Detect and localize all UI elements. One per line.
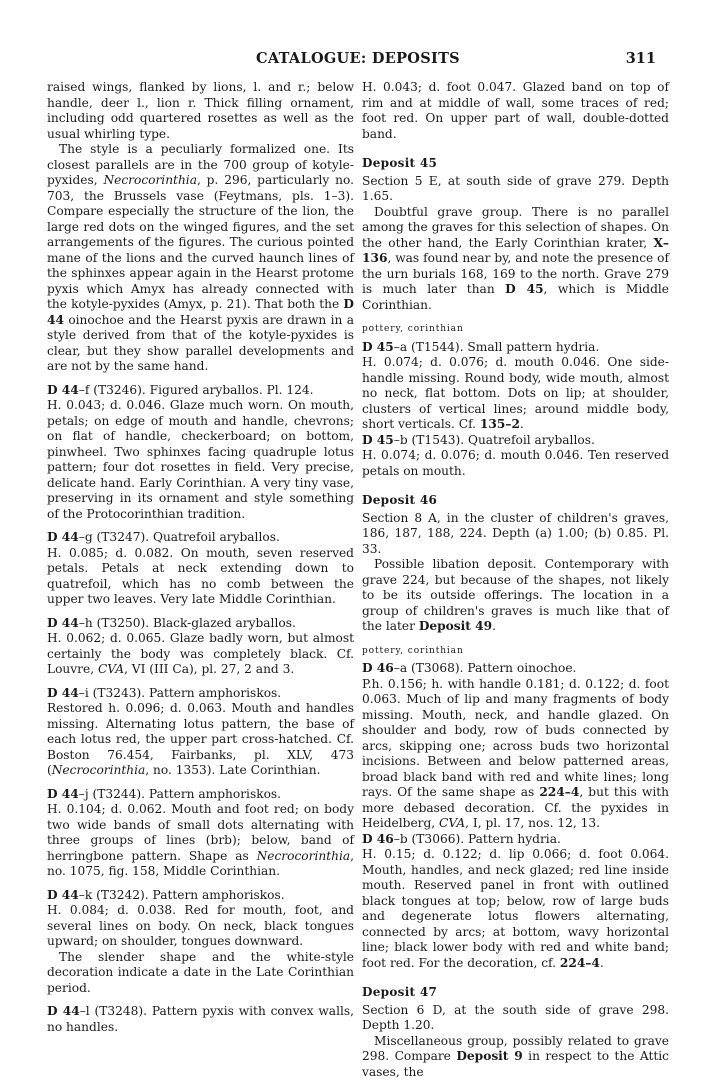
catalogue-entry-description: H. 0.15; d. 0.122; d. lip 0.066; d. foot 0.064. Mouth, handles, and neck glazed; red line inside mouth. Reserved panel in front with outlined black tongues at top; below, row of large buds and degenerate lotus flowers alternating, connected by arcs; at bottom, wavy horizontal line; black lower body with red and white band; foot red. For the decoration, cf. 224–4.: [362, 847, 669, 971]
catalogue-entry-description: H. 0.062; d. 0.065. Glaze badly worn, but almost certainly the body was completely black. Cf. Louvre, CVA, VI (III Ca), pl. 27, 2 and 3.: [47, 631, 354, 678]
catalogue-entry-heading: D 44–f (T3246). Figured aryballos. Pl. 124.: [47, 383, 354, 399]
paragraph: The style is a peculiarly formalized one. Its closest parallels are in the 700 group of kotyle-pyxides, Necrocorinthia, p. 296, particularly no. 703, the Brussels vase (Feytmans, pls. 1–3). Compare especially the structure of the lion, the large red dots on the winged figures, and the set arrangements of the figures. The curious pointed mane of the lions and the curved haunch lines of the sphinxes appear again in the Hearst protome pyxis which Amyx has already connected with the kotyle-pyxides (Amyx, p. 21). That both the D 44 oinochoe and the Hearst pyxis are drawn in a style derived from that of the kotyle-pyxides is clear, but they show parallel developments and are not by the same hand.: [47, 142, 354, 375]
catalogue-entry-description: P.h. 0.156; h. with handle 0.181; d. 0.122; d. foot 0.063. Much of lip and many fragments of body missing. Mouth, neck, and handle glazed. On shoulder and body, row of buds connected by arcs, skipping one; across buds two horizontal incisions. Between and below patterned areas, broad black band with red and white lines; long rays. Of the same shape as 224–4, but this with more debased decoration. Cf. the pyxides in Heidelberg, CVA, I, pl. 17, nos. 12, 13.: [362, 677, 669, 832]
catalogue-entry-description: Restored h. 0.096; d. 0.063. Mouth and handles missing. Alternating lotus pattern, the base of each lotus red, the upper part cross-hatched. Cf. Boston 76.454, Fairbanks, pl. XLV, 473 (Necrocorinthia, no. 1353). Late Corinthian.: [47, 701, 354, 779]
right-column: [362, 80, 669, 1080]
paragraph: Possible libation deposit. Contemporary with grave 224, but because of the shapes, not likely to be its outside offerings. The location in a group of children's graves is much like that of the later Deposit 49.: [362, 557, 669, 635]
paragraph: Miscellaneous group, possibly related to grave 298. Compare Deposit 9 in respect to the Attic vases, the: [362, 1034, 669, 1080]
catalogue-entry-description: H. 0.074; d. 0.076; d. mouth 0.046. One side-handle missing. Round body, wide mouth, almost no neck, flat bottom. Dots on lip; at shoulder, clusters of vertical lines; around middle body, short verticals. Cf. 135–2.: [362, 355, 669, 433]
catalogue-entry-description: H. 0.104; d. 0.062. Mouth and foot red; on body two wide bands of small dots alternating with three groups of lines (brb); below, band of herringbone pattern. Shape as Necrocorinthia, no. 1075, fig. 158, Middle Corinthian.: [47, 802, 354, 880]
catalogue-entry-description: H. 0.074; d. 0.076; d. mouth 0.046. Ten reserved petals on mouth.: [362, 448, 669, 479]
catalogue-entry-description: H. 0.084; d. 0.038. Red for mouth, foot, and several lines on body. On neck, black tongues upward; on shoulder, tongues downward.: [47, 903, 354, 950]
catalogue-entry-heading: D 46–a (T3068). Pattern oinochoe.: [362, 661, 669, 677]
deposit-location: Section 6 D, at the south side of grave 298. Depth 1.20.: [362, 1003, 669, 1034]
deposit-location: Section 5 E, at south side of grave 279. Depth 1.65.: [362, 174, 669, 205]
catalogue-entry-description: H. 0.085; d. 0.082. On mouth, seven reserved petals. Petals at neck extending down to quatrefoil, which has no comb between the upper two leaves. Very late Middle Corinthian.: [47, 546, 354, 608]
deposit-location: Section 8 A, in the cluster of children's graves, 186, 187, 188, 224. Depth (a) 1.00; (b) 0.85. Pl. 33.: [362, 511, 669, 558]
paragraph: raised wings, flanked by lions, l. and r.; below handle, deer l., lion r. Thick filling ornament, including odd quartered rosettes as well as the usual whirling type.: [47, 80, 354, 142]
catalogue-entry-heading: D 44–h (T3250). Black-glazed aryballos.: [47, 616, 354, 632]
category-heading: pottery, corinthian: [362, 322, 669, 338]
paragraph: Doubtful grave group. There is no parallel among the graves for this selection of shapes. On the other hand, the Early Corinthian krater, X–136, was found near by, and note the presence of the urn burials 168, 169 to the north. Grave 279 is much later than D 45, which is Middle Corinthian.: [362, 205, 669, 314]
deposit-heading: Deposit 47: [362, 985, 669, 1001]
running-head: CATALOGUE: DEPOSITS: [256, 50, 460, 67]
page-header: [256, 50, 656, 72]
catalogue-entry-heading: D 45–b (T1543). Quatrefoil aryballos.: [362, 433, 669, 449]
catalogue-entry-description: H. 0.043; d. foot 0.047. Glazed band on top of rim and at middle of wall, some traces of red; foot red. On upper part of wall, double-dotted band.: [362, 80, 669, 142]
catalogue-entry-heading: D 44–g (T3247). Quatrefoil aryballos.: [47, 530, 354, 546]
catalogue-entry-heading: D 44–k (T3242). Pattern amphoriskos.: [47, 888, 354, 904]
deposit-heading: Deposit 45: [362, 156, 669, 172]
catalogue-entry-heading: D 44–l (T3248). Pattern pyxis with convex walls, no handles.: [47, 1004, 354, 1035]
paragraph: The slender shape and the white-style decoration indicate a date in the Late Corinthian period.: [47, 950, 354, 997]
page-number: 311: [626, 50, 656, 67]
catalogue-entry-heading: D 44–i (T3243). Pattern amphoriskos.: [47, 686, 354, 702]
catalogue-entry-heading: D 45–a (T1544). Small pattern hydria.: [362, 340, 669, 356]
category-heading: pottery, corinthian: [362, 644, 669, 660]
catalogue-entry-heading: D 46–b (T3066). Pattern hydria.: [362, 832, 669, 848]
catalogue-entry-heading: D 44–j (T3244). Pattern amphoriskos.: [47, 787, 354, 803]
left-column: [47, 80, 354, 1035]
catalogue-entry-description: H. 0.043; d. 0.046. Glaze much worn. On mouth, petals; on edge of mouth and handle, chevrons; on flat of handle, checkerboard; on bottom, pinwheel. Two sphinxes facing quadruple lotus pattern; four dot rosettes in field. Very precise, delicate hand. Early Corinthian. A very tiny vase, preserving in its ornament and style something of the Protocorinthian tradition.: [47, 398, 354, 522]
deposit-heading: Deposit 46: [362, 493, 669, 509]
